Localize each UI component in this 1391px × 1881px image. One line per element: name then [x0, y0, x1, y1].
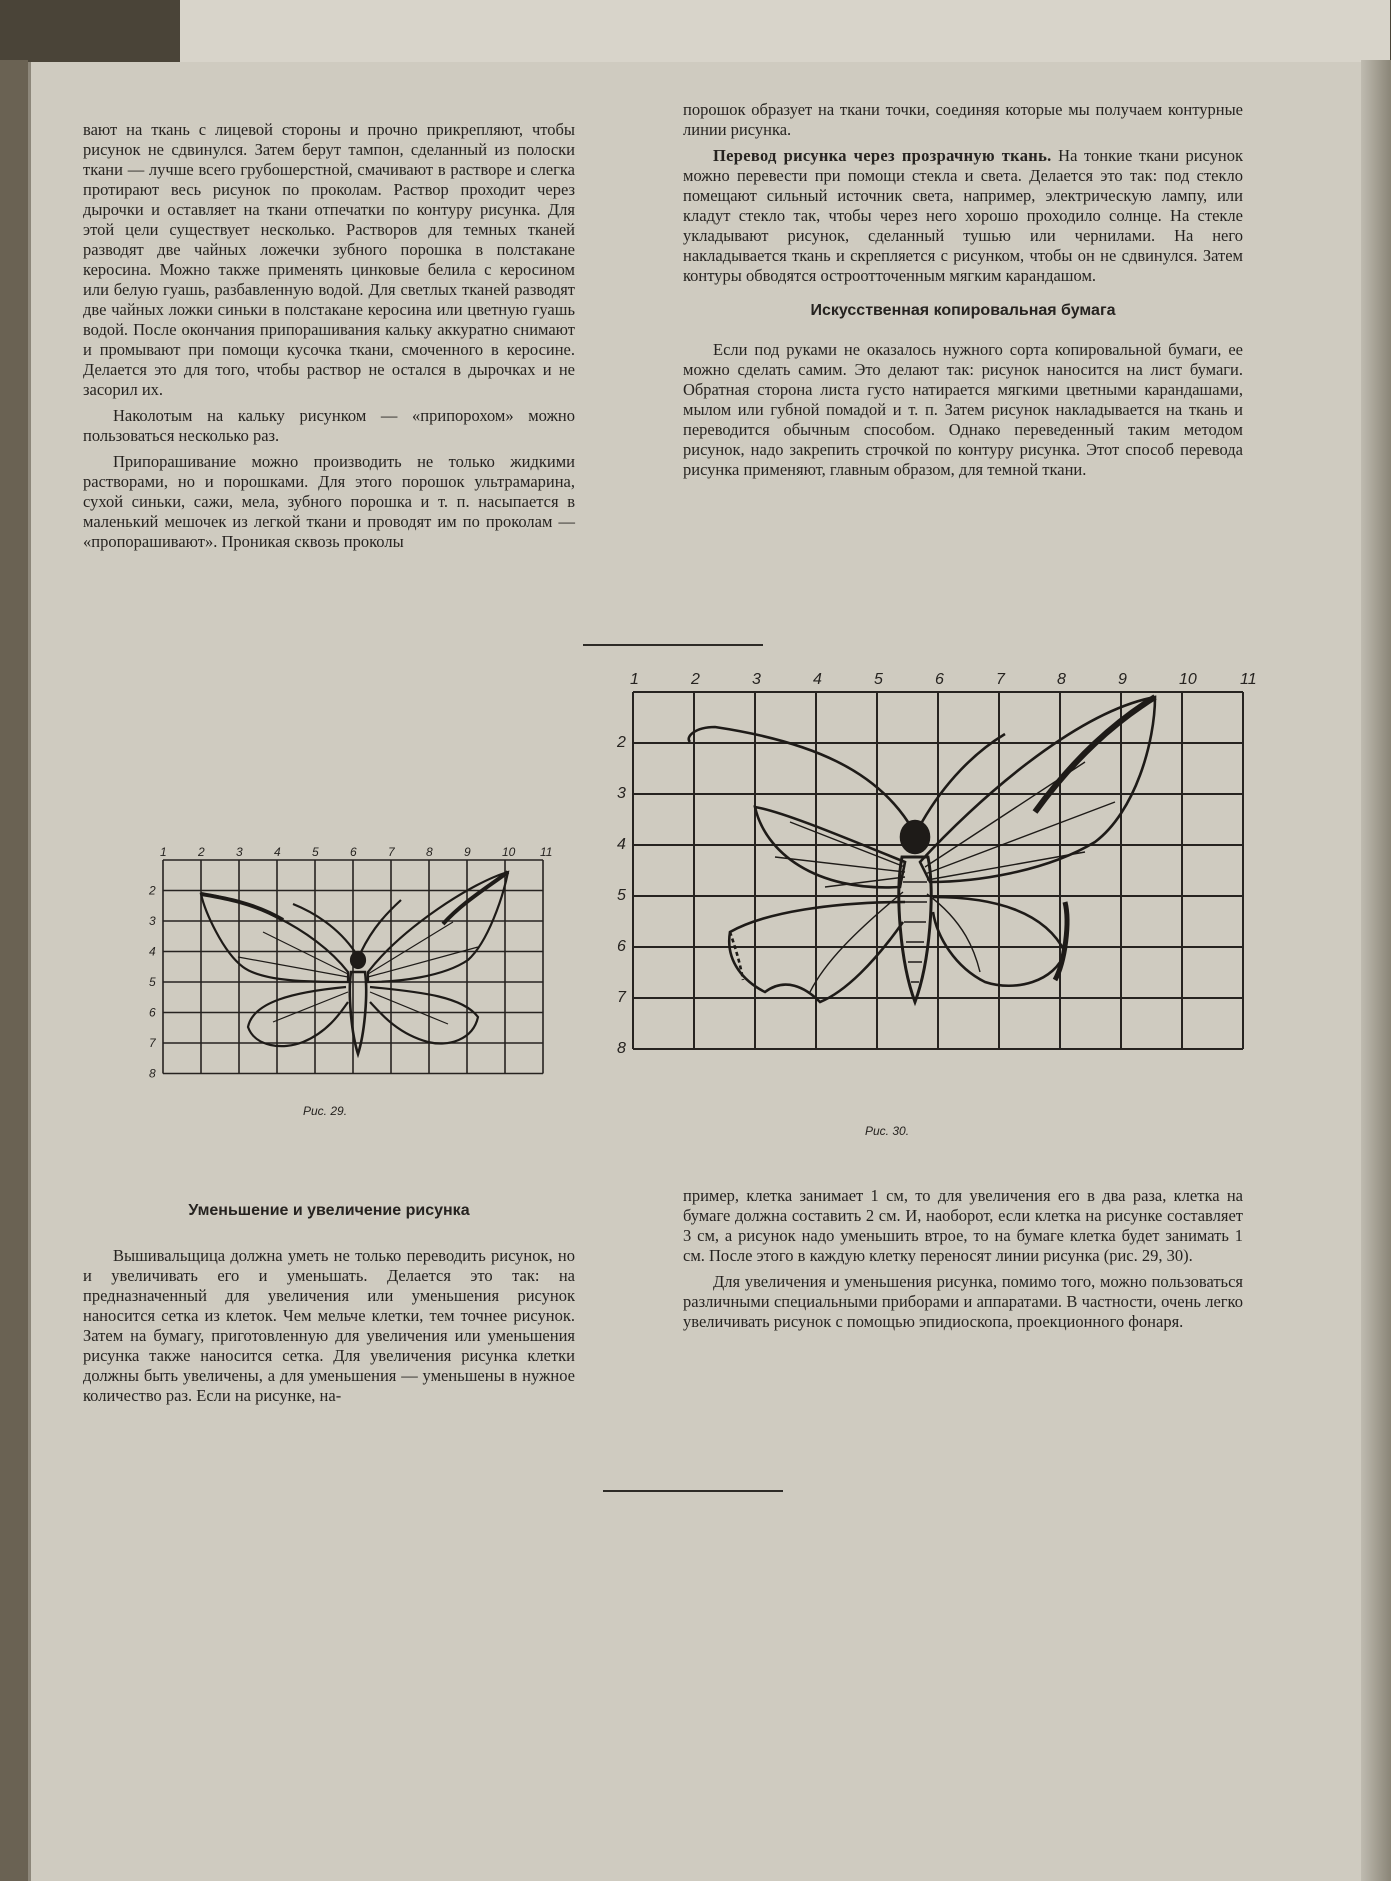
bottom-left-column [83, 1246, 575, 1406]
paragraph: порошок образует на ткани точки, соединяя которые мы получаем контурные линии рисунка. [683, 100, 1243, 139]
grid-column-label: 4 [274, 845, 281, 859]
figure-caption: Рис. 29. [303, 1104, 348, 1118]
grid-row-label: 8 [617, 1040, 626, 1057]
paragraph: Если под руками не оказалось нужного сорта копировальной бумаги, ее можно сделать самим. Это делают так: рисунок наносится на лист бумаги. Обратная сторона листа густо натирается мягкими цветными карандашами, мылом или губной помадой и т. п. Затем рисунок накладывается на ткань и переводится обычным способом. Однако переведенный таким методом рисунок, надо закрепить строчкой по контуру рисунка. Этот способ перевода рисунка применяют, главным образом, для темной ткани. [683, 340, 1243, 479]
page-footer-rule [603, 1490, 783, 1492]
section-heading: Искусственная копировальная бумага [810, 302, 1116, 319]
paragraph: вают на ткань с лицевой стороны и прочно прикрепляют, чтобы рисунок не сдвинулся. Затем берут тампон, сделанный из полоски ткани — лучше всего грубошерстной, смачивают в растворе и слегка протирают весь рисунок по проколам. Раствор проходит через дырочки и оставляет на ткани отпечатки по контуру рисунка. Для этой цели существует несколько. Растворов для темных тканей разводят две чайных ложечки зубного порошка в полстакане керосина. Можно также применять цинковые белила с керосином или белую гуашь, разбавленную водой. Для светлых тканей разводят две чайных ложки синьки в полстакане керосина или цветную гуашь водой. После окончания припорашивания кальку аккуратно снимают и промывают при помощи кусочка ткани, смоченного в керосине. Делается это для того, чтобы раствор не остался в дырочках и не засорил их. [83, 120, 575, 399]
paragraph: пример, клетка занимает 1 см, то для увеличения его в два раза, клетка на бумаге должна составить 2 см. И, наоборот, если клетка на рисунке составляет 3 см, а рисунок надо уменьшить втрое, то на бумаге клетка будет занимать 1 см. После этого в каждую клетку переносят линии рисунка (рис. 29, 30). [683, 1186, 1243, 1265]
grid-column-label: 9 [464, 845, 471, 859]
paragraph-text: На тонкие ткани рисунок можно перевести при помощи стекла и света. Делается это так: под стекло помещают сильный источник света, например, электрическую лампу, или кладут стекло так, чтобы через него хорошо проходило солнце. На стекле укладывают рисунок, сделанный тушью или чернилами. На него накладывается ткань и скрепляется с рисунком, чтобы он не сдвинулся. Затем контуры обводятся остроотточенным мягким карандашом. [683, 146, 1243, 285]
divider-rule [583, 644, 763, 646]
grid-column-label: 1 [160, 845, 167, 859]
section-heading: Уменьшение и увеличение рисунка [188, 1202, 470, 1219]
grid-column-label: 3 [236, 845, 243, 859]
section-lead: Перевод рисунка через прозрачную ткань. [713, 146, 1052, 165]
grid-column-label: 10 [1179, 671, 1197, 688]
paragraph: Припорашивание можно производить не только жидкими растворами, но и порошками. Для этого порошок ультрамарина, сухой синьки, сажи, мела, зубного порошка и т. п. насыпается в маленький мешочек из легкой ткани и проводят им по проколам — «пропорашивают». Проникая сквозь проколы [83, 452, 575, 551]
paragraph: Наколотым на кальку рисунком — «припорохом» можно пользоваться несколько раз. [83, 406, 575, 445]
right-column-top [683, 100, 1243, 286]
grid-figure-large [615, 662, 1275, 1112]
grid-column-label: 6 [935, 671, 944, 688]
grid-column-label: 8 [426, 845, 433, 859]
grid-column-label: 4 [813, 671, 822, 688]
grid-column-label: 7 [388, 845, 395, 859]
page-edge-shadow [1361, 60, 1391, 1881]
grid-row-label: 8 [149, 1066, 156, 1081]
grid-column-label: 11 [540, 845, 553, 859]
figure-30 [615, 662, 1275, 1138]
grid-column-label: 5 [874, 671, 883, 688]
grid-figure-small [143, 842, 583, 1092]
grid-row-label: 7 [149, 1036, 156, 1050]
bottom-right-column [683, 1186, 1243, 1332]
grid-row-label: 3 [617, 785, 626, 802]
paragraph: Для увеличения и уменьшения рисунка, помимо того, можно пользоваться различными специальными приборами и аппаратами. В частности, очень легко увеличивать рисунок с помощью эпидиоскопа, проекционного фонаря. [683, 1272, 1243, 1331]
grid-row-label: 2 [617, 734, 626, 751]
grid-column-label: 9 [1118, 671, 1127, 688]
paragraph: Вышивальщица должна уметь не только переводить рисунок, но и увеличивать его и уменьшать. Делается это так: на предназначенный для увеличения или уменьшения рисунок наносится сетка из клеток. Чем мельче клетки, тем точнее рисунок. Затем на бумагу, приготовленную для увеличения или уменьшения рисунка также наносится сетка. Для увеличения рисунка клетки должны быть увеличены, а для уменьшения — уменьшены в нужное количество раз. Если на рисунке, на- [83, 1246, 575, 1405]
paragraph [683, 146, 1243, 286]
figure-29 [143, 842, 583, 1118]
grid-row-label: 5 [617, 887, 626, 904]
grid-row-label: 4 [149, 944, 156, 959]
grid-row-label: 2 [149, 883, 156, 898]
grid-column-label: 7 [996, 671, 1005, 688]
grid-row-label: 7 [617, 989, 626, 1006]
right-column-copy-paper [683, 340, 1243, 480]
grid-row-label: 6 [149, 1005, 156, 1020]
grid-row-label: 3 [149, 914, 156, 928]
figure-caption: Рис. 30. [865, 1124, 910, 1138]
butterfly-drawing-small [201, 872, 508, 1054]
grid-column-label: 1 [630, 671, 639, 688]
grid-column-label: 2 [691, 671, 700, 688]
grid-column-label: 5 [312, 845, 319, 859]
grid-row-label: 4 [617, 836, 626, 853]
grid-column-label: 11 [1240, 671, 1257, 688]
grid-column-label: 2 [198, 845, 205, 859]
grid-row-label: 6 [617, 938, 626, 955]
book-gutter [0, 60, 28, 1881]
book-page [28, 62, 1371, 1881]
grid-column-label: 6 [350, 845, 357, 859]
grid-row-label: 5 [149, 975, 156, 989]
grid-column-label: 10 [502, 845, 516, 859]
left-column-top [83, 120, 575, 552]
grid-column-label: 3 [752, 671, 761, 688]
grid-column-label: 8 [1057, 671, 1066, 688]
